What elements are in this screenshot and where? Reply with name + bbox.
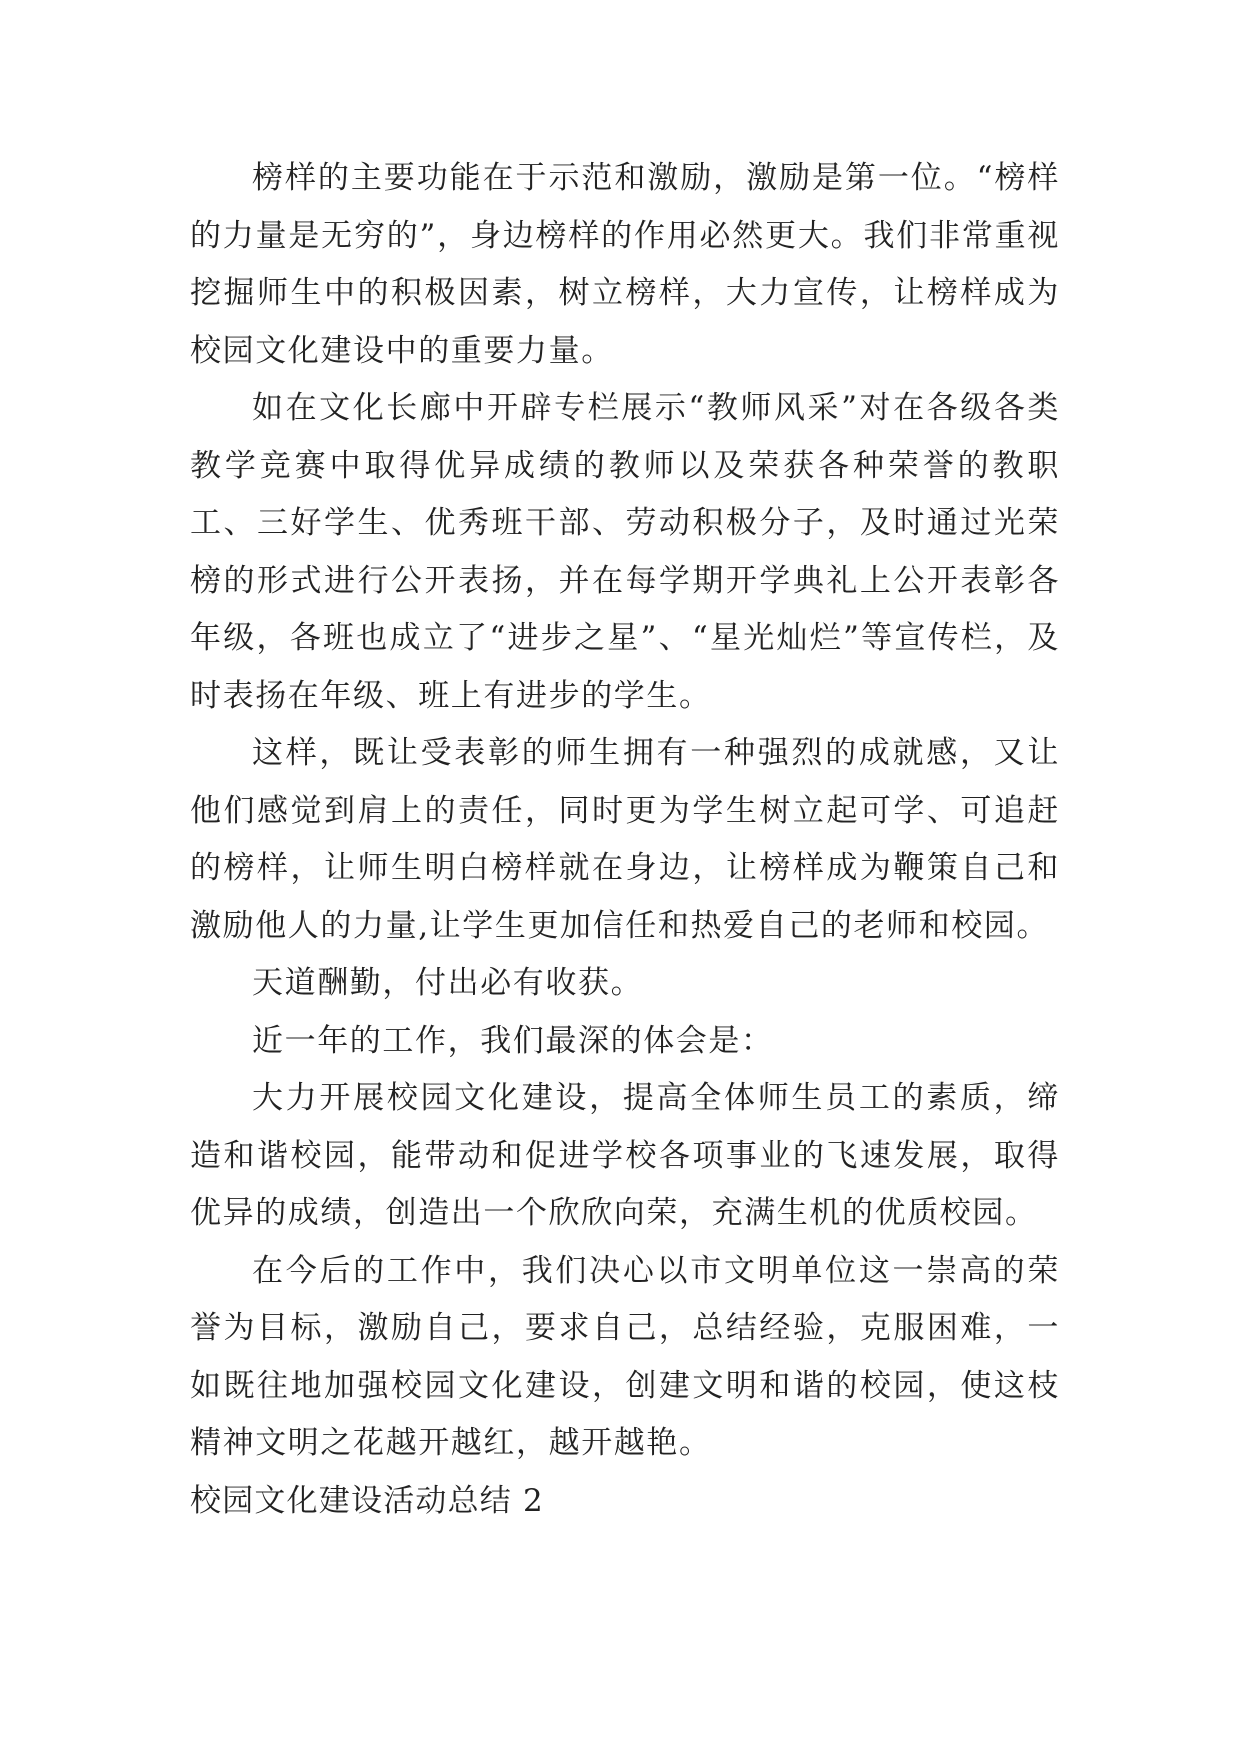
paragraph-commendation-effect: 这样，既让受表彰的师生拥有一种强烈的成就感，又让他们感觉到肩上的责任，同时更为学生树立起可学、可追赶的榜样，让师生明白榜样就在身边，让榜样成为鞭策自己和激励他人的力量,让学生更加信任和热爱自己的老师和校园。 <box>190 735 1060 944</box>
paragraph-future-work: 在今后的工作中，我们决心以市文明单位这一崇高的荣誉为目标，激励自己，要求自己，总结经验，克服困难，一如既往地加强校园文化建设，创建文明和谐的校园，使这枝精神文明之花越开越红，越开越艳。 <box>190 1252 1060 1461</box>
paragraph-hard-work: 天道酬勤，付出必有收获。 <box>252 965 644 1001</box>
paragraph-culture-corridor: 如在文化长廊中开辟专栏展示“教师风采”对在各级各类教学竞赛中取得优异成绩的教师以及荣获各种荣誉的教职工、三好学生、优秀班干部、劳动积极分子，及时通过光荣榜的形式进行公开表扬，并在每学期开学典礼上公开表彰各年级，各班也成立了“进步之星”、“星光灿烂”等宣传栏，及时表扬在年级、班上有进步的学生。 <box>190 390 1060 714</box>
document-body <box>190 150 1060 1530</box>
paragraph-experience: 大力开展校园文化建设，提高全体师生员工的素质，缔造和谐校园，能带动和促进学校各项事业的飞速发展，取得优异的成绩，创造出一个欣欣向荣，充满生机的优质校园。 <box>190 1080 1060 1231</box>
paragraph-experience-intro: 近一年的工作，我们最深的体会是： <box>252 1022 774 1059</box>
section-heading: 校园文化建设活动总结 2 <box>190 1482 544 1519</box>
paragraph-role-models: 榜样的主要功能在于示范和激励，激励是第一位。“榜样的力量是无穷的”，身边榜样的作用必然更大。我们非常重视挖掘师生中的积极因素，树立榜样，大力宣传，让榜样成为校园文化建设中的重要力量。 <box>190 160 1060 369</box>
